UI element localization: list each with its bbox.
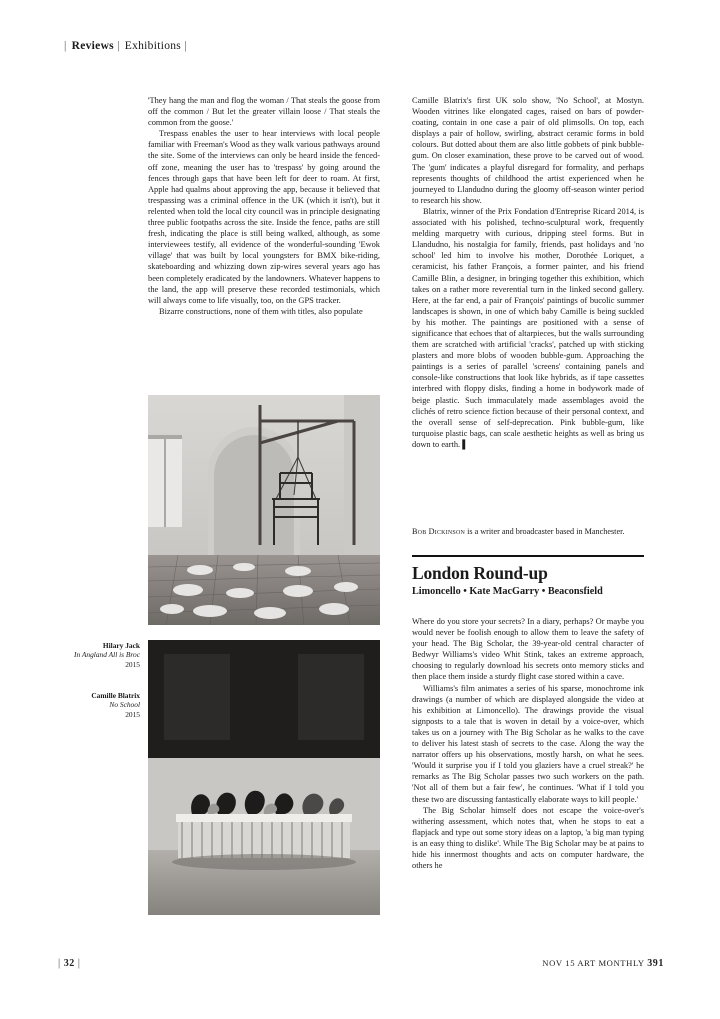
author-description: is a writer and broadcaster based in Manchester.: [465, 527, 625, 536]
roundup-title: London Round-up: [412, 563, 548, 583]
paragraph: Camille Blatrix's first UK solo show, 'No School', at Mostyn. Wooden vitrines like elongated cages, raised on bars of powder-coating, contain in one case a pair of old plimsolls. On top, each displays a pair of hollow, swirling, abstract ceramic forms in bold colours. But dotted about them are also little gobbets of pink bubble-gum. On closer examination, these prove to be carved out of wood. The 'gum' indicates a playful disregard for formality, and perhaps represents thoughts of childhood the artist experienced when he journeyed to Llandudno during the gloomy off-season winter period to research his show.: [412, 96, 644, 205]
paragraph: Blatrix, winner of the Prix Fondation d'Entreprise Ricard 2014, is associated with his polished, techno-sculptural work, frequently melding marquetry with curious, dripping steel forms. But in Llandudno, his nostalgia for family, friends, past holidays and 'no school' led him to involve his mother, Dorothée Loriquet, a ceramicist, his father François, a former painter, and his friend Camille Blin, a designer, in bringing together this exhibition, which takes on a rather more reverential turn in the linked second gallery. Here, at the far end, a pair of François' paintings of bucolic summer landscapes is shown, in one of which baby Camille is being suckled by his mother. The paintings are positioned with a sense of significance that echoes that of altarpieces, but the walls surrounding them are scratched with artificial 'cracks', patched up with sticking plasters and more blobs of wooden bubble-gum. Approaching the paintings is a series of parallel 'screens' containing panels and console-like constructions that look like hybrids, as if tape cassettes interbred with floppy disks, finding a home in bodywork made of beige plastic. Such immaculately made assemblages avoid the clichés of retro science fiction because of their personal context, and the overall sense of self-deprecation. Pink bubble-gum, like turquoise plastic bags, can scale aesthetic heights as well as bring us down to earth. ▌: [412, 206, 644, 449]
column-roundup: [412, 616, 644, 871]
header-bar-mid: |: [117, 40, 120, 52]
header-subsection: Exhibitions: [124, 40, 182, 52]
caption-work: No School: [109, 700, 140, 710]
paragraph: Williams's film animates a series of his sparse, monochrome ink drawings (a number of which are displayed alongside the video at his exhibition at Limoncello). The drawings provide the visual signposts to a tale that is woven in detail by a voice-over, which takes us on a journey with The Big Scholar as he walks to the cave to deliver his latest stash of secrets to the case. Along the way the narrator offers up his observations, mostly harsh, on what he sees. 'Would it surprise you if I told you glaziers have a cruel streak?' he remarks as The Big Scholar passes two such workers on the path. 'Not all of them but a fair few', he continues. 'What if I told you these two are discussing fantastically elaborate ways to kill people.': [412, 683, 644, 804]
caption-year: 2015: [125, 659, 140, 669]
caption-artist: Camille Blatrix: [91, 691, 140, 700]
paragraph: Bizarre constructions, none of them with titles, also populate: [159, 306, 363, 316]
header-section: Reviews: [71, 40, 114, 52]
issue-date: NOV 15: [542, 958, 576, 968]
caption-camille-blatrix: [30, 691, 140, 719]
publication-name: ART MONTHLY: [577, 958, 645, 968]
photo-2-graphic: [148, 640, 380, 915]
header-bar-right: |: [184, 40, 187, 52]
folio-right: [542, 958, 664, 969]
paragraph: The Big Scholar himself does not escape the voice-over's withering assessment, which notes that, when he stops to eat a flapjack and type out some story ideas on a laptop, 'a big man typing is an easy thing to dislike'. While The Big Scholar may be at pains to hide his innermost thoughts and acts on computer hardware, the others he: [412, 805, 644, 871]
artwork-photo-hilary-jack: [148, 395, 380, 625]
paragraph: Trespass enables the user to hear interviews with local people familiar with Freeman's Wood as they walk various pathways around the site. Some of the interviews can only be heard inside the fenced-off zone, meaning the user has to 'trespass' by going around the fences through gaps that have been left for deer to roam. At first, Apple had qualms about approving the app, because it believed that trespassing was a criminal offence in the UK (which it isn't), but it relented when told the local city council was in principle designating three public footpaths across the site. Inside the fence, paths are still fresh, indicating the place is still being walked, although, as some interviewees testify, all evidence of the wonderful-sounding 'Ewok village' that was built by local youngsters for BMX bike-riding, skateboarding and whizzing down zip-wires several years ago has been completely eradicated by the landowners. Whatever happens to the land, the app will preserve these recorded testimonials, which will always come to life visually, too, on the GPS tracker.: [148, 129, 380, 305]
section-divider: [412, 555, 644, 557]
folio-left: [58, 958, 80, 969]
page-number-left: 32: [63, 958, 75, 969]
paragraph: Where do you store your secrets? In a diary, perhaps? Or maybe you would never be foolish enough to allow them to leave the safety of your head. The Big Scholar, the 39-year-old central character of Bedwyr Williams's video Whit Stink, takes an extreme approach, choosing to regularly download his secrets onto memory sticks and then place them inside a sturdy flight case stored within a cave.: [412, 617, 644, 682]
running-head: [64, 40, 664, 52]
author-byline: [412, 527, 644, 536]
caption-work: In Angland All is Broc: [74, 650, 140, 660]
paragraph: 'They hang the man and flog the woman / That steals the goose from off the common / But let the greater villain loose / That steals the common from the goose.': [148, 96, 380, 128]
folio-bar-left: |: [58, 958, 61, 969]
caption-year: 2015: [125, 709, 140, 719]
folio-bar-right: |: [77, 958, 81, 969]
author-name: Bob Dickinson: [412, 527, 466, 536]
page-number-right: 391: [647, 958, 664, 969]
caption-hilary-jack: [30, 641, 140, 669]
column-left: [148, 95, 380, 317]
roundup-subtitle: Limoncello • Kate MacGarry • Beaconsfield: [412, 586, 603, 597]
caption-artist: Hilary Jack: [102, 641, 140, 650]
column-right: [412, 95, 644, 450]
header-bar-left: |: [64, 40, 67, 52]
artwork-photo-camille-blatrix: [148, 640, 380, 915]
photo-1-graphic: [148, 395, 380, 625]
